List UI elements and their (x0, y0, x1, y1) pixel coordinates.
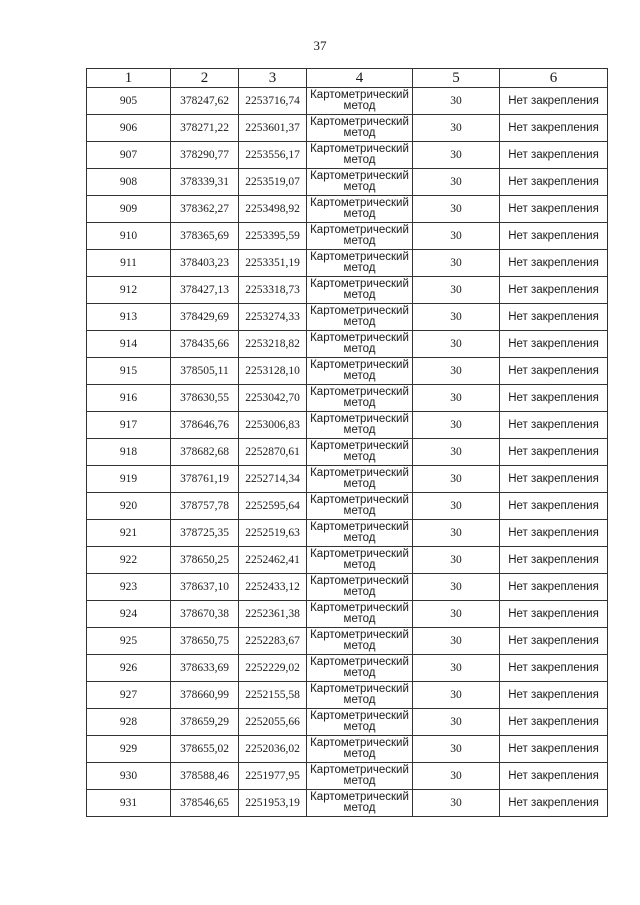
x-coordinate-cell: 378435,66 (171, 331, 239, 358)
accuracy-cell: 30 (413, 412, 500, 439)
method-line: метод (343, 478, 376, 490)
table-row (87, 574, 608, 601)
y-coordinate-cell: 2252870,61 (239, 439, 307, 466)
fixation-cell: Нет закрепления (500, 763, 608, 790)
x-coordinate-cell: 378660,99 (171, 682, 239, 709)
fixation-cell: Нет закрепления (500, 142, 608, 169)
header-cell: 3 (239, 69, 307, 88)
method-cell (307, 790, 413, 817)
x-coordinate-cell: 378655,02 (171, 736, 239, 763)
table-row (87, 277, 608, 304)
method-line: метод (343, 397, 376, 409)
method-cell (307, 709, 413, 736)
method-line: Картометрический (310, 548, 409, 560)
point-number-cell: 918 (87, 439, 171, 466)
table-row (87, 682, 608, 709)
y-coordinate-cell: 2253351,19 (239, 250, 307, 277)
point-number-cell: 913 (87, 304, 171, 331)
point-number-cell: 928 (87, 709, 171, 736)
point-number-cell: 931 (87, 790, 171, 817)
method-line: Картометрический (310, 575, 409, 587)
method-line: Картометрический (310, 683, 409, 695)
y-coordinate-cell: 2252055,66 (239, 709, 307, 736)
header-cell: 4 (307, 69, 413, 88)
accuracy-cell: 30 (413, 196, 500, 223)
point-number-cell: 914 (87, 331, 171, 358)
table-row (87, 736, 608, 763)
fixation-cell: Нет закрепления (500, 88, 608, 115)
method-line: метод (343, 289, 376, 301)
method-line: метод (343, 694, 376, 706)
point-number-cell: 926 (87, 655, 171, 682)
accuracy-cell: 30 (413, 331, 500, 358)
method-cell (307, 466, 413, 493)
x-coordinate-cell: 378725,35 (171, 520, 239, 547)
accuracy-cell: 30 (413, 466, 500, 493)
method-line: метод (343, 235, 376, 247)
x-coordinate-cell: 378339,31 (171, 169, 239, 196)
accuracy-cell: 30 (413, 385, 500, 412)
fixation-cell: Нет закрепления (500, 223, 608, 250)
accuracy-cell: 30 (413, 358, 500, 385)
fixation-cell: Нет закрепления (500, 466, 608, 493)
x-coordinate-cell: 378427,13 (171, 277, 239, 304)
method-cell (307, 520, 413, 547)
accuracy-cell: 30 (413, 682, 500, 709)
y-coordinate-cell: 2253716,74 (239, 88, 307, 115)
fixation-cell: Нет закрепления (500, 655, 608, 682)
x-coordinate-cell: 378650,25 (171, 547, 239, 574)
x-coordinate-cell: 378659,29 (171, 709, 239, 736)
page-number: 37 (313, 38, 327, 53)
x-coordinate-cell: 378761,19 (171, 466, 239, 493)
table-row (87, 709, 608, 736)
point-number-cell: 921 (87, 520, 171, 547)
method-line: Картометрический (310, 197, 409, 209)
method-cell (307, 655, 413, 682)
fixation-cell: Нет закрепления (500, 358, 608, 385)
accuracy-cell: 30 (413, 547, 500, 574)
fixation-cell: Нет закрепления (500, 601, 608, 628)
point-number-cell: 924 (87, 601, 171, 628)
fixation-cell: Нет закрепления (500, 520, 608, 547)
method-line: Картометрический (310, 413, 409, 425)
method-cell (307, 385, 413, 412)
method-cell (307, 277, 413, 304)
point-number-cell: 919 (87, 466, 171, 493)
method-cell (307, 601, 413, 628)
method-line: Картометрический (310, 251, 409, 263)
x-coordinate-cell: 378646,76 (171, 412, 239, 439)
method-cell (307, 169, 413, 196)
point-number-cell: 911 (87, 250, 171, 277)
point-number-cell: 920 (87, 493, 171, 520)
x-coordinate-cell: 378429,69 (171, 304, 239, 331)
method-line: метод (343, 775, 376, 787)
point-number-cell: 912 (87, 277, 171, 304)
fixation-cell: Нет закрепления (500, 682, 608, 709)
table-row (87, 763, 608, 790)
method-line: метод (343, 505, 376, 517)
table-row (87, 655, 608, 682)
y-coordinate-cell: 2253042,70 (239, 385, 307, 412)
header-cell: 6 (500, 69, 608, 88)
y-coordinate-cell: 2252283,67 (239, 628, 307, 655)
method-line: метод (343, 532, 376, 544)
method-cell (307, 628, 413, 655)
table-row (87, 520, 608, 547)
table-row (87, 601, 608, 628)
method-line: метод (343, 748, 376, 760)
method-line: Картометрический (310, 629, 409, 641)
fixation-cell: Нет закрепления (500, 331, 608, 358)
method-line: Картометрический (310, 170, 409, 182)
table-row (87, 439, 608, 466)
accuracy-cell: 30 (413, 736, 500, 763)
method-line: Картометрический (310, 494, 409, 506)
method-line: метод (343, 586, 376, 598)
point-number-cell: 909 (87, 196, 171, 223)
point-number-cell: 915 (87, 358, 171, 385)
fixation-cell: Нет закрепления (500, 547, 608, 574)
table-row (87, 466, 608, 493)
method-line: метод (343, 262, 376, 274)
accuracy-cell: 30 (413, 304, 500, 331)
point-number-cell: 925 (87, 628, 171, 655)
x-coordinate-cell: 378637,10 (171, 574, 239, 601)
method-line: Картометрический (310, 386, 409, 398)
table-row (87, 304, 608, 331)
fixation-cell: Нет закрепления (500, 412, 608, 439)
fixation-cell: Нет закрепления (500, 736, 608, 763)
y-coordinate-cell: 2252714,34 (239, 466, 307, 493)
header-row (87, 69, 608, 88)
header-cell: 5 (413, 69, 500, 88)
x-coordinate-cell: 378670,38 (171, 601, 239, 628)
y-coordinate-cell: 2253395,59 (239, 223, 307, 250)
method-line: Картометрический (310, 791, 409, 803)
fixation-cell: Нет закрепления (500, 196, 608, 223)
table-row (87, 142, 608, 169)
point-number-cell: 910 (87, 223, 171, 250)
fixation-cell: Нет закрепления (500, 250, 608, 277)
fixation-cell: Нет закрепления (500, 493, 608, 520)
point-number-cell: 927 (87, 682, 171, 709)
table-row (87, 223, 608, 250)
table-row (87, 628, 608, 655)
method-line: Картометрический (310, 224, 409, 236)
point-number-cell: 906 (87, 115, 171, 142)
table-row (87, 493, 608, 520)
accuracy-cell: 30 (413, 520, 500, 547)
method-cell (307, 682, 413, 709)
point-number-cell: 907 (87, 142, 171, 169)
method-cell (307, 412, 413, 439)
y-coordinate-cell: 2253318,73 (239, 277, 307, 304)
x-coordinate-cell: 378505,11 (171, 358, 239, 385)
method-line: Картометрический (310, 656, 409, 668)
y-coordinate-cell: 2253128,10 (239, 358, 307, 385)
method-line: метод (343, 316, 376, 328)
method-line: метод (343, 640, 376, 652)
y-coordinate-cell: 2252036,02 (239, 736, 307, 763)
accuracy-cell: 30 (413, 223, 500, 250)
table-header (87, 69, 608, 88)
accuracy-cell: 30 (413, 142, 500, 169)
accuracy-cell: 30 (413, 655, 500, 682)
method-line: метод (343, 424, 376, 436)
table-row (87, 331, 608, 358)
table-row (87, 385, 608, 412)
accuracy-cell: 30 (413, 88, 500, 115)
table-row (87, 196, 608, 223)
method-cell (307, 88, 413, 115)
header-cell: 1 (87, 69, 171, 88)
x-coordinate-cell: 378546,65 (171, 790, 239, 817)
fixation-cell: Нет закрепления (500, 304, 608, 331)
method-line: метод (343, 802, 376, 814)
method-line: метод (343, 127, 376, 139)
y-coordinate-cell: 2252361,38 (239, 601, 307, 628)
method-line: Картометрический (310, 602, 409, 614)
x-coordinate-cell: 378247,62 (171, 88, 239, 115)
method-line: метод (343, 559, 376, 571)
fixation-cell: Нет закрепления (500, 709, 608, 736)
y-coordinate-cell: 2253218,82 (239, 331, 307, 358)
method-line: Картометрический (310, 467, 409, 479)
x-coordinate-cell: 378757,78 (171, 493, 239, 520)
accuracy-cell: 30 (413, 628, 500, 655)
method-line: Картометрический (310, 305, 409, 317)
method-cell (307, 547, 413, 574)
accuracy-cell: 30 (413, 277, 500, 304)
method-line: метод (343, 451, 376, 463)
x-coordinate-cell: 378403,23 (171, 250, 239, 277)
y-coordinate-cell: 2251977,95 (239, 763, 307, 790)
accuracy-cell: 30 (413, 574, 500, 601)
fixation-cell: Нет закрепления (500, 385, 608, 412)
method-line: метод (343, 343, 376, 355)
y-coordinate-cell: 2252433,12 (239, 574, 307, 601)
point-number-cell: 923 (87, 574, 171, 601)
table-row (87, 790, 608, 817)
method-line: метод (343, 721, 376, 733)
coordinates-table (86, 68, 608, 817)
method-line: метод (343, 181, 376, 193)
method-line: Картометрический (310, 89, 409, 101)
table-row (87, 547, 608, 574)
method-line: Картометрический (310, 359, 409, 371)
method-cell (307, 574, 413, 601)
accuracy-cell: 30 (413, 601, 500, 628)
y-coordinate-cell: 2251953,19 (239, 790, 307, 817)
point-number-cell: 930 (87, 763, 171, 790)
method-cell (307, 493, 413, 520)
y-coordinate-cell: 2253519,07 (239, 169, 307, 196)
accuracy-cell: 30 (413, 115, 500, 142)
fixation-cell: Нет закрепления (500, 277, 608, 304)
table-row (87, 358, 608, 385)
method-cell (307, 358, 413, 385)
table-row (87, 169, 608, 196)
method-line: Картометрический (310, 521, 409, 533)
method-cell (307, 304, 413, 331)
header-cell: 2 (171, 69, 239, 88)
method-line: Картометрический (310, 710, 409, 722)
point-number-cell: 922 (87, 547, 171, 574)
point-number-cell: 908 (87, 169, 171, 196)
accuracy-cell: 30 (413, 169, 500, 196)
y-coordinate-cell: 2252595,64 (239, 493, 307, 520)
method-line: Картометрический (310, 116, 409, 128)
y-coordinate-cell: 2252519,63 (239, 520, 307, 547)
method-line: метод (343, 208, 376, 220)
method-line: метод (343, 154, 376, 166)
fixation-cell: Нет закрепления (500, 439, 608, 466)
accuracy-cell: 30 (413, 790, 500, 817)
method-line: Картометрический (310, 332, 409, 344)
method-line: Картометрический (310, 143, 409, 155)
y-coordinate-cell: 2252155,58 (239, 682, 307, 709)
x-coordinate-cell: 378290,77 (171, 142, 239, 169)
method-cell (307, 736, 413, 763)
method-cell (307, 223, 413, 250)
point-number-cell: 916 (87, 385, 171, 412)
method-cell (307, 331, 413, 358)
y-coordinate-cell: 2252229,02 (239, 655, 307, 682)
method-line: Картометрический (310, 764, 409, 776)
method-cell (307, 115, 413, 142)
y-coordinate-cell: 2253498,92 (239, 196, 307, 223)
accuracy-cell: 30 (413, 709, 500, 736)
table-row (87, 88, 608, 115)
fixation-cell: Нет закрепления (500, 790, 608, 817)
method-cell (307, 439, 413, 466)
fixation-cell: Нет закрепления (500, 169, 608, 196)
x-coordinate-cell: 378365,69 (171, 223, 239, 250)
fixation-cell: Нет закрепления (500, 628, 608, 655)
x-coordinate-cell: 378682,68 (171, 439, 239, 466)
x-coordinate-cell: 378630,55 (171, 385, 239, 412)
y-coordinate-cell: 2253006,83 (239, 412, 307, 439)
method-line: Картометрический (310, 278, 409, 290)
method-line: Картометрический (310, 440, 409, 452)
y-coordinate-cell: 2253556,17 (239, 142, 307, 169)
x-coordinate-cell: 378362,27 (171, 196, 239, 223)
x-coordinate-cell: 378633,69 (171, 655, 239, 682)
table-body (87, 88, 608, 817)
method-line: метод (343, 100, 376, 112)
x-coordinate-cell: 378588,46 (171, 763, 239, 790)
table-row (87, 115, 608, 142)
method-cell (307, 142, 413, 169)
method-line: Картометрический (310, 737, 409, 749)
x-coordinate-cell: 378650,75 (171, 628, 239, 655)
method-line: метод (343, 613, 376, 625)
method-cell (307, 763, 413, 790)
fixation-cell: Нет закрепления (500, 115, 608, 142)
accuracy-cell: 30 (413, 439, 500, 466)
y-coordinate-cell: 2253274,33 (239, 304, 307, 331)
method-cell (307, 196, 413, 223)
x-coordinate-cell: 378271,22 (171, 115, 239, 142)
point-number-cell: 917 (87, 412, 171, 439)
point-number-cell: 929 (87, 736, 171, 763)
accuracy-cell: 30 (413, 250, 500, 277)
y-coordinate-cell: 2253601,37 (239, 115, 307, 142)
table-row (87, 412, 608, 439)
accuracy-cell: 30 (413, 763, 500, 790)
accuracy-cell: 30 (413, 493, 500, 520)
method-line: метод (343, 370, 376, 382)
method-line: метод (343, 667, 376, 679)
fixation-cell: Нет закрепления (500, 574, 608, 601)
point-number-cell: 905 (87, 88, 171, 115)
table-row (87, 250, 608, 277)
method-cell (307, 250, 413, 277)
y-coordinate-cell: 2252462,41 (239, 547, 307, 574)
